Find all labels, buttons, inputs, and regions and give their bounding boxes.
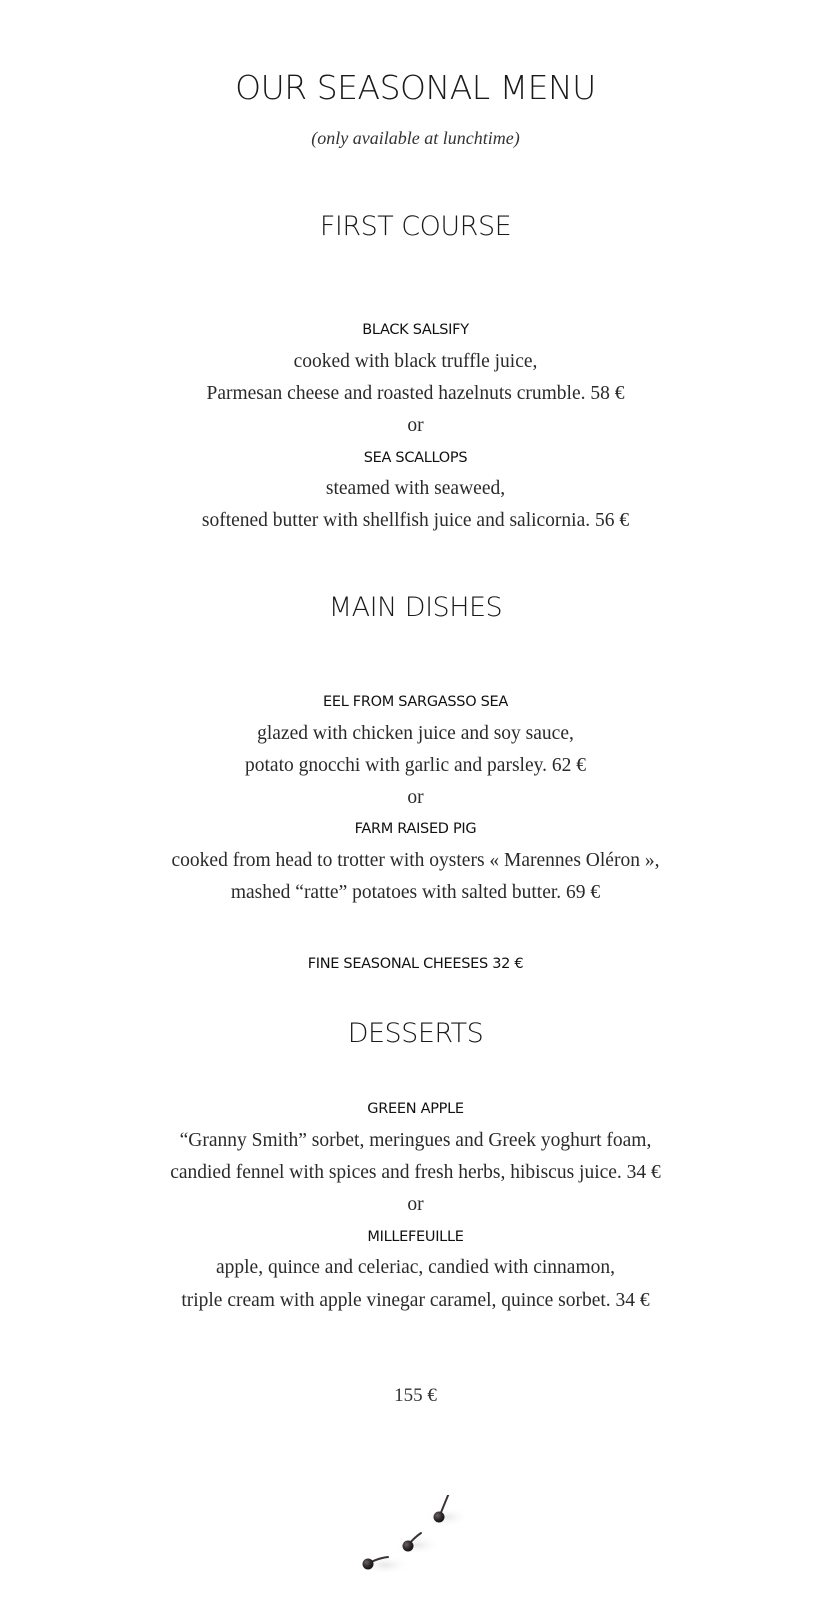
sprig-shadow-2 bbox=[393, 1535, 441, 1555]
eel-desc-2: potato gnocchi with garlic and parsley. 62 € bbox=[245, 755, 586, 776]
menu-total-price: 155 € bbox=[394, 1385, 437, 1406]
desserts-or: or bbox=[407, 1194, 424, 1215]
peppercorn-2 bbox=[403, 1541, 414, 1552]
millefeuille-desc-2: triple cream with apple vinegar caramel, quince sorbet. 34 € bbox=[181, 1290, 650, 1311]
seasonal-cheeses: FINE SEASONAL CHEESES 32 € bbox=[307, 956, 524, 972]
millefeuille-desc-1: apple, quince and celeriac, candied with cinnamon, bbox=[215, 1257, 616, 1278]
menu-title: OUR SEASONAL MENU bbox=[235, 68, 596, 107]
eel-name: EEL FROM SARGASSO SEA bbox=[323, 694, 508, 710]
sea-scallops-desc-2: softened butter with shellfish juice and salicornia. 56 € bbox=[201, 510, 630, 531]
green-apple-name: GREEN APPLE bbox=[367, 1101, 464, 1117]
main-dishes-or: or bbox=[407, 787, 424, 808]
desserts-heading: DESSERTS bbox=[347, 1018, 484, 1049]
first-course-or: or bbox=[407, 415, 424, 436]
sea-scallops-desc-1: steamed with seaweed, bbox=[325, 478, 506, 499]
menu-subtitle: (only available at lunchtime) bbox=[311, 128, 520, 148]
black-salsify-desc-1: cooked with black truffle juice, bbox=[293, 351, 538, 372]
farm-pig-desc-1: cooked from head to trotter with oysters « Marennes Oléron », bbox=[171, 850, 660, 871]
farm-pig-name: FARM RAISED PIG bbox=[354, 821, 477, 837]
green-apple-desc-1: “Granny Smith” sorbet, meringues and Greek yoghurt foam, bbox=[179, 1130, 652, 1151]
millefeuille-name: MILLEFEUILLE bbox=[367, 1229, 464, 1245]
peppercorn-3 bbox=[434, 1512, 445, 1523]
first-course-heading: FIRST COURSE bbox=[319, 211, 512, 242]
peppercorn-1 bbox=[363, 1559, 374, 1570]
sprig-shadow-3 bbox=[425, 1507, 469, 1527]
sea-scallops-name: SEA SCALLOPS bbox=[363, 450, 468, 466]
main-dishes-heading: MAIN DISHES bbox=[328, 592, 503, 623]
peppercorn-sprigs-icon bbox=[355, 1495, 485, 1595]
farm-pig-desc-2: mashed “ratte” potatoes with salted butter. 69 € bbox=[230, 882, 601, 903]
black-salsify-desc-2: Parmesan cheese and roasted hazelnuts crumble. 58 € bbox=[206, 383, 625, 404]
green-apple-desc-2: candied fennel with spices and fresh herbs, hibiscus juice. 34 € bbox=[170, 1162, 661, 1183]
eel-desc-1: glazed with chicken juice and soy sauce, bbox=[257, 723, 574, 744]
black-salsify-name: BLACK SALSIFY bbox=[362, 322, 469, 338]
